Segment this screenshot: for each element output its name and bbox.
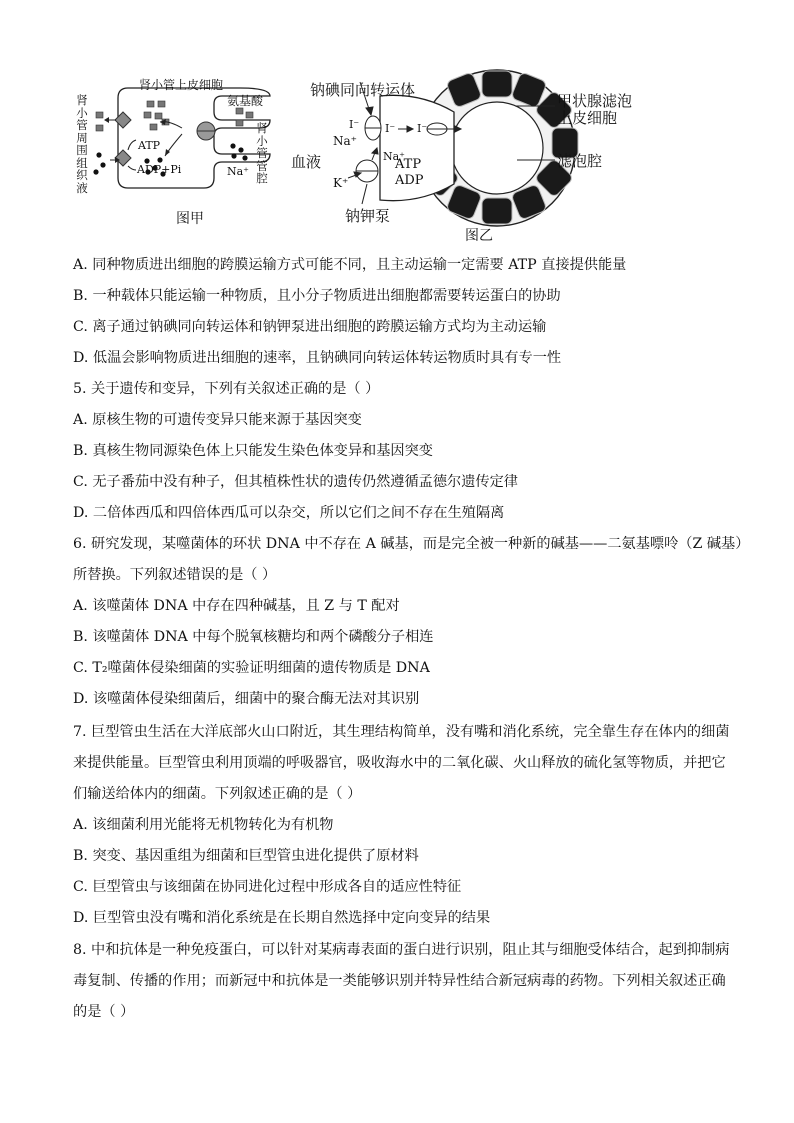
figure-b-i-label-2: I⁻ <box>385 122 396 135</box>
figure-a-left-label: 肾小管周围组织液 <box>76 93 88 195</box>
figure-b-i-label-3: I⁻ <box>417 122 428 135</box>
question-6: 6. 研究发现，某噬菌体的环状 DNA 中不存在 A 碱基，而是完全被一种新的碱基——二氨基嘌呤（Z 碱基） <box>73 536 750 552</box>
question-8: 8. 中和抗体是一种免疫蛋白，可以针对某病毒表面的蛋白进行识别，阻止其与细胞受体结合，起到抑制病 <box>73 942 730 958</box>
option-6b: B. 该噬菌体 DNA 中每个脱氧核糖均和两个磷酸分子相连 <box>73 629 434 645</box>
figure-a-amino-acid-label: 氨基酸 <box>227 94 264 108</box>
figure-b-diagram <box>0 0 794 250</box>
figure-b-blood-label: 血液 <box>291 153 322 171</box>
figure-b-na-label-1: Na⁺ <box>333 134 357 148</box>
figure-b-na-label-2: Na⁺ <box>383 150 405 163</box>
figure-b-caption: 图乙 <box>465 228 493 244</box>
figure-b-follicle-label-1: 甲状腺滤泡 <box>557 92 633 110</box>
figure-b-atp-label: ATP <box>395 157 422 172</box>
question-7-cont-2: 们输送给体内的细菌。下列叙述正确的是（ ） <box>73 786 362 802</box>
figure-b-follicle-label-2: 上皮细胞 <box>557 109 618 127</box>
figure-b-k-label: K⁺ <box>333 176 349 190</box>
figure-b-pump-label: 钠钾泵 <box>345 207 391 225</box>
question-8-cont-1: 毒复制、传播的作用；而新冠中和抗体是一类能够识别并特异性结合新冠病毒的药物。下列相关叙述正确 <box>73 973 726 989</box>
option-7c: C. 巨型管虫与该细菌在协同进化过程中形成各自的适应性特征 <box>73 879 462 895</box>
figure-b-adp-label: ADP <box>395 173 424 188</box>
figure-area <box>0 0 794 250</box>
figure-a-adp-label: ADP+Pi <box>137 163 182 176</box>
figure-a-na-label: Na⁺ <box>227 165 249 178</box>
option-4b: B. 一种载体只能运输一种物质，且小分子物质进出细胞都需要转运蛋白的协助 <box>73 288 561 304</box>
option-7b: B. 突变、基因重组为细菌和巨型管虫进化提供了原材料 <box>73 848 419 864</box>
option-6d: D. 该噬菌体侵染细菌后，细菌中的聚合酶无法对其识别 <box>73 691 420 707</box>
figure-b-symporter-label: 钠碘同向转运体 <box>310 81 416 99</box>
option-6c: C. T₂噬菌体侵染细菌的实验证明细菌的遗传物质是 DNA <box>73 660 430 676</box>
option-5c: C. 无子番茄中没有种子，但其植株性状的遗传仍然遵循孟德尔遗传定律 <box>73 474 518 490</box>
question-7: 7. 巨型管虫生活在大洋底部火山口附近，其生理结构简单，没有嘴和消化系统，完全靠生存在体内的细菌 <box>73 724 730 740</box>
option-6a: A. 该噬菌体 DNA 中存在四种碱基，且 Z 与 T 配对 <box>73 598 400 614</box>
question-7-cont-1: 来提供能量。巨型管虫利用顶端的呼吸器官，吸收海水中的二氧化碳、火山释放的硫化氢等物质，并把它 <box>73 755 726 771</box>
figure-a-cell-label: 肾小管上皮细胞 <box>139 78 224 92</box>
option-5a: A. 原核生物的可遗传变异只能来源于基因突变 <box>73 412 362 428</box>
figure-b-i-label-1: I⁻ <box>349 118 360 131</box>
option-5b: B. 真核生物同源染色体上只能发生染色体变异和基因突变 <box>73 443 433 459</box>
question-6-cont: 所替换。下列叙述错误的是（ ） <box>73 567 277 583</box>
option-5d: D. 二倍体西瓜和四倍体西瓜可以杂交，所以它们之间不存在生殖隔离 <box>73 505 505 521</box>
option-7d: D. 巨型管虫没有嘴和消化系统是在长期自然选择中定向变异的结果 <box>73 910 491 926</box>
question-5: 5. 关于遗传和变异，下列有关叙述正确的是（ ） <box>73 381 380 397</box>
figure-a-atp-label: ATP <box>138 139 161 152</box>
option-4d: D. 低温会影响物质进出细胞的速率，且钠碘同向转运体转运物质时具有专一性 <box>73 350 562 366</box>
figure-a-right-label: 肾小管管腔 <box>256 121 268 185</box>
option-4a: A. 同种物质进出细胞的跨膜运输方式可能不同，且主动运输一定需要 ATP 直接提供能量 <box>73 257 627 273</box>
option-4c: C. 离子通过钠碘同向转运体和钠钾泵进出细胞的跨膜运输方式均为主动运输 <box>73 319 547 335</box>
figure-b-lumen-label: 滤泡腔 <box>557 152 603 170</box>
figure-a-caption: 图甲 <box>176 211 204 227</box>
option-7a: A. 该细菌利用光能将无机物转化为有机物 <box>73 817 334 833</box>
question-8-cont-2: 的是（ ） <box>73 1004 135 1020</box>
